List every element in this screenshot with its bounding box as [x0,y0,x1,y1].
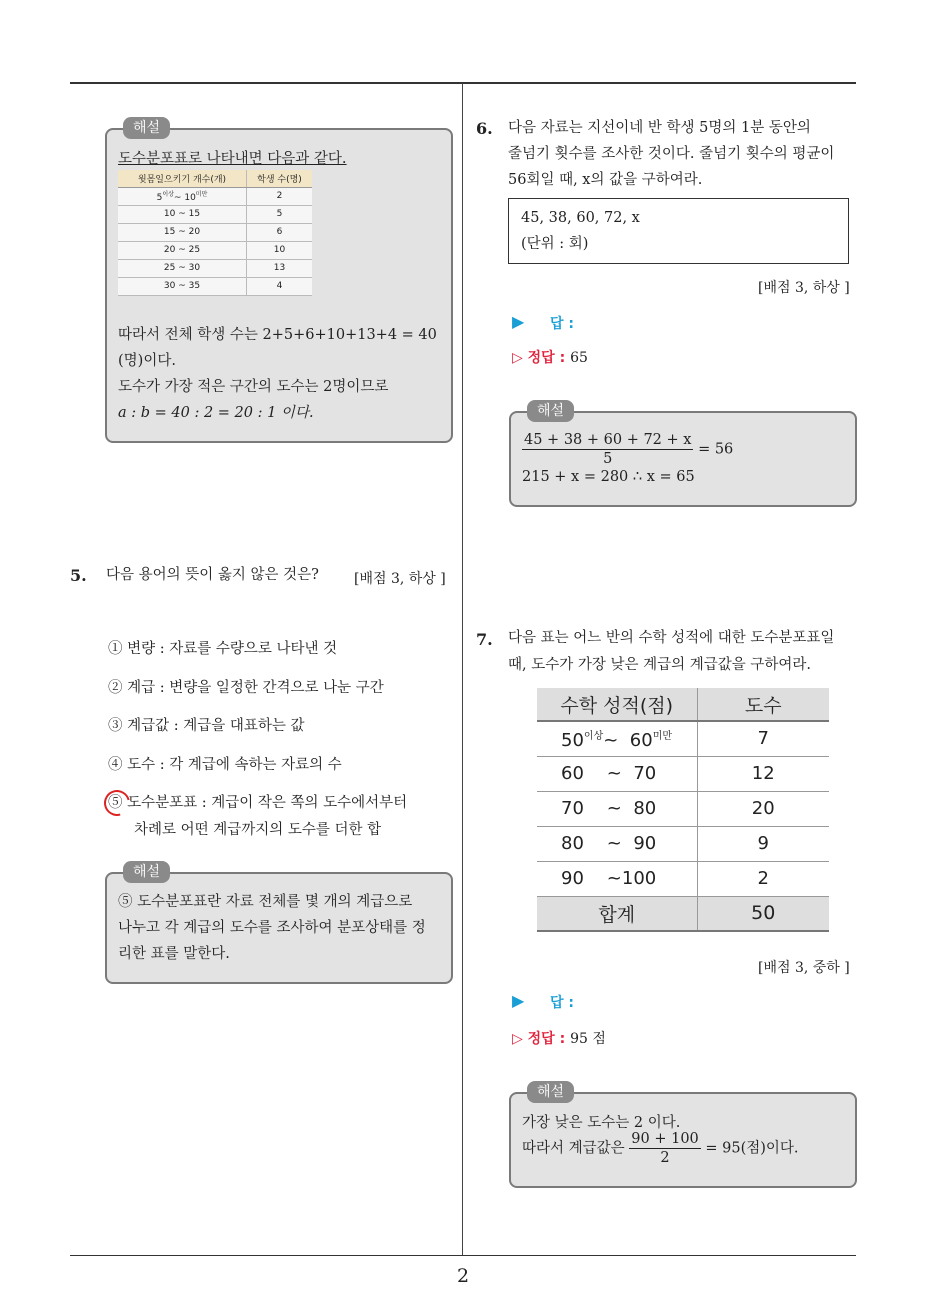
explanation-fraction-line: $\frac{45 + 38 + 60 + 72 + x}{5}$ = 56 [524,432,734,467]
table-cell: 90 ~100 [537,861,697,896]
explanation-tag: 해설 [527,1081,574,1103]
question-number: 6. [476,119,493,138]
table-cell: $5^{이상}\sim$ $10^{미만}$ [118,187,247,205]
frequency-table-math [537,688,829,932]
score-label: [배점 3, 중하 ] [758,960,850,976]
explanation-line: ⑤ 도수분포표란 자료 전체를 몇 개의 계급으로 [118,894,413,910]
explanation-line: 따라서 전체 학생 수는 2+5+6+10+13+4 = 40 [118,327,437,343]
outline-arrow-icon: ▷ [512,1031,523,1047]
bottom-rule [70,1255,856,1256]
table-cell: 2 [247,187,313,205]
choice-1[interactable]: ① 변량 : 자료를 수량으로 나타낸 것 [108,641,338,657]
table-cell: 15 ~ 20 [118,223,247,241]
total-label: 합계 [537,896,697,931]
score-label: [배점 3, 하상 ] [354,571,446,587]
data-values: 45, 38, 60, 72, x [521,210,640,226]
correct-answer-line [512,1028,606,1048]
correct-label: 정답 : [527,350,566,366]
table-row [537,826,829,861]
frequency-table-situps [118,170,312,296]
table-cell: 4 [247,277,313,295]
table-cell: 30 ~ 35 [118,277,247,295]
table-row [118,187,312,205]
table-cell: 5 [247,205,313,223]
answer-label: 답 : [550,995,574,1011]
table-header: 윗몸일으키기 개수(개) [118,170,247,187]
explanation-tag: 해설 [123,117,170,139]
choice-2[interactable]: ② 계급 : 변량을 일정한 간격으로 나눈 구간 [108,680,384,696]
table-row [537,861,829,896]
explanation-intro: 도수분포표로 나타내면 다음과 같다. [118,151,347,167]
table-cell: 70 ~ 80 [537,791,697,826]
column-divider [462,83,463,1256]
question-number: 7. [476,630,493,649]
table-row [537,791,829,826]
data-unit: (단위 : 회) [521,236,589,252]
table-cell: 25 ~ 30 [118,259,247,277]
fraction: $\frac{45 + 38 + 60 + 72 + x}{5}$ [524,432,692,467]
explanation-line: 215 + x = 280 ∴ x = 65 [522,469,695,485]
page-number: 2 [456,1265,470,1287]
table-row [118,259,312,277]
table-cell: 12 [697,756,829,791]
question-number: 5. [70,566,87,585]
table-cell: 9 [697,826,829,861]
explanation-line: a : b = 40 : 2 = 20 : 1 이다. [118,405,314,421]
table-total-row [537,896,829,931]
table-row [537,721,829,756]
total-value: 50 [697,896,829,931]
choice-4[interactable]: ④ 도수 : 각 계급에 속하는 자료의 수 [108,757,342,773]
answer-label: 답 : [550,316,574,332]
explanation-tag: 해설 [123,861,170,883]
correct-answer-line [512,347,588,367]
answer-arrow-icon: ▶ [512,991,525,1010]
table-row [118,277,312,295]
table-cell: 2 [697,861,829,896]
question-text: 다음 표는 어느 반의 수학 성적에 대한 도수분포표일 [508,630,835,646]
choice-3[interactable]: ③ 계급값 : 계급을 대표하는 값 [108,718,305,734]
explanation-line: (명)이다. [118,353,176,369]
table-cell: 60 ~ 70 [537,756,697,791]
explanation-fraction-line: 따라서 계급값은 $\frac{90 + 100}{2}$ = 95(점)이다. [522,1131,799,1166]
choice-5-continued: 차례로 어떤 계급까지의 도수를 더한 합 [134,822,382,838]
table-cell: 80 ~ 90 [537,826,697,861]
score-label: [배점 3, 하상 ] [758,280,850,296]
answer-arrow-icon: ▶ [512,312,525,331]
table-row [118,223,312,241]
question-text: 56회일 때, x의 값을 구하여라. [508,172,703,188]
table-header: 도수 [697,688,829,721]
table-cell: 20 ~ 25 [118,241,247,259]
correct-label: 정답 : [527,1031,566,1047]
table-row [118,241,312,259]
data-box [508,198,849,264]
explanation-line: 가장 낮은 도수는 2 이다. [522,1115,681,1131]
question-text: 줄넘기 횟수를 조사한 것이다. 줄넘기 횟수의 평균이 [508,146,835,162]
table-row [118,205,312,223]
choice-5[interactable]: ⑤ 도수분포표 : 계급이 작은 쪽의 도수에서부터 [108,795,408,811]
fraction: $\frac{90 + 100}{2}$ [631,1131,699,1166]
correct-value: 65 [570,350,588,366]
table-cell: 20 [697,791,829,826]
explanation-line: 나누고 각 계급의 도수를 조사하여 분포상태를 정 [118,920,426,936]
table-cell: 7 [697,721,829,756]
outline-arrow-icon: ▷ [512,350,523,366]
table-cell: $50^{이상}\sim$ $60^{미만}$ [537,721,697,756]
correct-value: 95 점 [570,1031,606,1047]
top-rule [70,82,856,84]
table-cell: 10 [247,241,313,259]
explanation-line: 리한 표를 말한다. [118,946,230,962]
question-text: 다음 용어의 뜻이 옳지 않은 것은? [106,567,319,583]
table-header: 수학 성적(점) [537,688,697,721]
question-text: 때, 도수가 가장 낮은 계급의 계급값을 구하여라. [508,657,812,673]
table-cell: 13 [247,259,313,277]
table-row [537,756,829,791]
question-text: 다음 자료는 지선이네 반 학생 5명의 1분 동안의 [508,120,811,136]
table-cell: 6 [247,223,313,241]
table-header: 학생 수(명) [247,170,313,187]
explanation-line: 도수가 가장 적은 구간의 도수는 2명이므로 [118,379,389,395]
table-cell: 10 ~ 15 [118,205,247,223]
explanation-tag: 해설 [527,400,574,422]
